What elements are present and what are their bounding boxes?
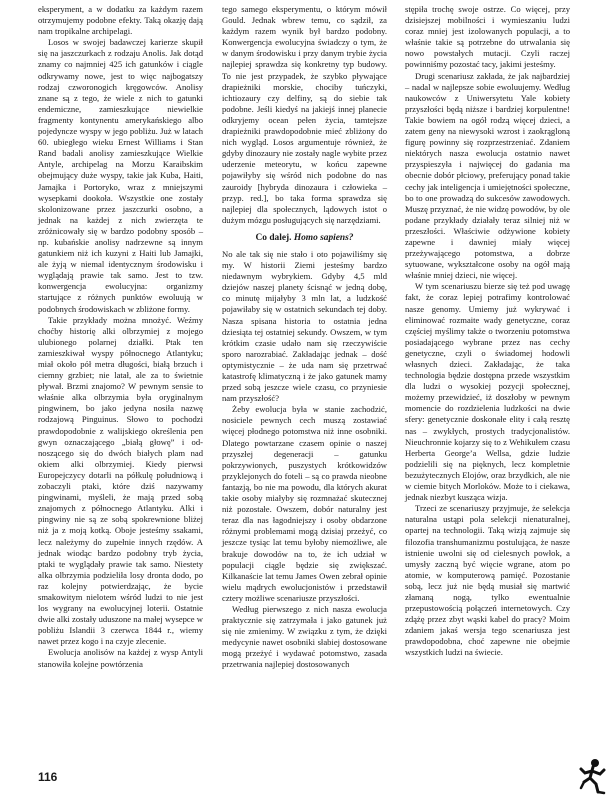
column-middle	[222, 4, 387, 671]
column-left	[38, 4, 203, 670]
paragraph: eksperyment, a w dodatku za każdym razem otrzymujemy podobne efekty. Taką okazję dają nam tropikalne archipelagi.	[38, 4, 203, 37]
paragraph: No ale tak się nie stało i oto pojawiliśmy się my. W historii Ziemi jesteśmy bardzo niedawnym wybrykiem. Gdyby 4,5 mld dziejów naszej planety ścisnąć w jedną dobę, co minutę mijałyby 3 mln lat, a ludzkość pojawiłaby się w ostatnich sekundach tej doby. Nasza spisana historia to ostatnia jedna dziesiąta tej ostatniej sekundy. Owszem, w tym krótkim czasie udało nam się rzeczywiście sporo narozrabiać. Zakładając jednak – dość optymistycznie – że uda nam się przetrwać katastrofę klimatyczną i że jako gatunek mamy przed sobą jeszcze wiele czasu, co przyniesie nam przyszłość?	[222, 248, 387, 404]
column-right	[405, 4, 570, 659]
page-number: 116	[38, 770, 58, 784]
paragraph: Drugi scenariusz zakłada, że jak najbardziej – nadal w najlepsze sobie ewoluujemy. Według naukowców z Uniwersytetu Yale kobiety przyszłości będą niższe i bardziej korpulentne! Takie bowiem na ogół rodzą więcej dzieci, a zatem geny na niewysoki wzrost i zaokrągloną figurę powinny się rozprzestrzeniać. Zdaniem niektórych nasza ewolucja ostatnio nawet przyspieszyła i najwięcej do gadania ma obecnie dobór płciowy, preferujący ponad takie cechy jak inteligencja i umiejętności społeczne, bo to one prowadzą do sukcesów zawodowych. Muszę przyznać, że nie widzę powodów, by ole podane przykłady działały teraz silniej niż w przeszłości. Właściwie odżywione kobiety zapewne i dawniej miały więcej przeżywającego potomstwa, a dobrze sytuowane, wykształcone osoby na ogół mają właśnie mniej dzieci, nie więcej.	[405, 70, 570, 281]
paragraph: Według pierwszego z nich nasza ewolucja praktycznie się zatrzymała i jako gatunek już się nie zmienimy. W związku z tym, że dzięki medycynie nawet osobniki słabiej dostosowane mogą przeżyć i wydawać potomstwo, zasada przetrwania najlepiej dostosowanych	[222, 603, 387, 670]
section-heading-text: Co dalej.	[255, 232, 292, 243]
paragraph: Takie przykłady można mnożyć. Weźmy choćby historię alki olbrzymiej z mojego ulubionego polarnej działki. Ptak ten zamieszkiwał wyspy północnego Atlantyku; miał około pół metra długości, białą brzuch i ciemny grzbiet; nie latał, ale za to świetnie pływał. Brzmi znajomo? W pewnym sensie to właśnie alka olbrzymia była oryginalnym pingwinem, bo jako jedyna nosiła nazwę rodzajową Pinguinus. Słowo to pochodzi prawdopodobnie z walijskiego określenia pen gwyn oznaczającego „białą głowę” i od-noszącego się do dwóch białych plam nad okiem alki olbrzymiej. Kiedy pierwsi Europejczycy dotarli na półkulę południową i zobaczyli ptaki, które dziś nazywamy pingwinami, myśleli, że mają przed sobą znajomych z północnego Atlantyku. Alki i pingwiny nie są ze sobą spokrewnione bliżej niż ja z moją kotką. Oboje jesteśmy ssakami, lecz należymy do zupełnie innych rzędów. A jednak wiodąc bardzo podobny tryb życia, ptaki te wyglądały prawie tak samo. Niestety alka olbrzymia podzieliła losy dronta dodo, po raz kolejny potwierdzając, że bycie smakowitym nielotem wśród ludzi to nie jest los wygrany na ewolucyjnej loterii. Ostatnie dwie alki zostały uduszone na małej wysepce w pobliżu Islandii 3 czerwca 1844 r., wiemy nawet przez kogo i na czyje zlecenie.	[38, 314, 203, 647]
paragraph: Ewolucja anolisów na każdej z wysp Antyli stanowiła kolejne powtórzenia	[38, 647, 203, 669]
running-figure-icon	[578, 758, 608, 796]
paragraph: Żeby ewolucja była w stanie zachodzić, nosiciele pewnych cech muszą zostawiać więcej płodnego potomstwa niż inne osobniki. Dlatego powtarzane czasem opinie o naszej przyszłej degeneracji – gatunku pokrzywionych, puszystych krótkowidzów przyklejonych do foteli – są co prawda nieobne fantazją, bo nie ma powodu, dla których akurat takie osoby miałyby się rozmnażać skutecznej niż pozostałe. Owszem, dobór naturalny jest teraz dla nas łagodniejszy i osoby obdarzone różnymi problemami mogą dzisiaj przeżyć, co jeszcze tysiąc lat temu byłoby niemożliwe, ale brakuje dowodów na to, że ich udział w populacji ciągle będzie się zwiększać. Kilkanaście lat temu James Owen zebrał opinie wielu mądrych ewolucjonistów i przedstawił cztery możliwe scenariusze przyszłości.	[222, 404, 387, 603]
paragraph: Losos w swojej badawczej karierze skupił się na jaszczurkach z rodzaju Anolis. Jak dotąd znamy co najmniej 425 ich gatunków i ciągle odkrywamy nowe, jest to więc najbogatszy rodzaj czworonogich kręgowców. Anolisy znane są z tego, że wiele z nich to gatunki endemiczne, zamieszkujące niewielkie fragmenty kontynentu amerykańskiego albo pojedyncze wyspy w jego pobliżu. Już w latach 60. ubiegłego wieku Ernest Williams i Stan Rand badali anolisy zamieszkujące Wielkie Antyle, archipelag na Morzu Karaibskim obejmujący duże wyspy, takie jak Kuba, Haiti, Jamajka i Portoryko, wraz z mniejszymi wysepkami dookoła. Wszystkie one zostały skolonizowane przez jaszczurki osobno, a jednak na każdej z nich zwierzęta te zróżnicowały się w bardzo podobny sposób – np. kubańskie anolisy nadrzewne są innym gatunkiem niż ich kuzyni z Haiti lub Jamajki, ale żyją w niemal identycznym środowisku i wyglądają prawie tak samo. Jest to tzw. konwergencja ewolucyjna: organizmy startujące z różnych punktów ewoluują w podobnych środowiskach w zbliżone formy.	[38, 37, 203, 314]
paragraph: tego samego eksperymentu, o którym mówił Gould. Jednak wbrew temu, co sądził, za każdym razem wynik był bardzo podobny. Konwergencja ewolucyjna świadczy o tym, że w danym środowisku i przy danym trybie życia najlepiej sprawdza się konkretny typ budowy. To nie jest przypadek, że szybko pływające drapieżniki morskie, chociby tuńczyki, ichtiozaury czy delfiny, są do siebie tak podobne. Jeśli kiedyś na jakiejś innej planecie odkryjemy ocean pełen życia, tamtejsze drapieżniki prawdopodobnie mieć zbliżony do nich wygląd. Losos argumentuje również, że gdyby dinozaury nie zostały nagle wybite przez uderzenie meteorytu, w końcu zapewne pojawiłyby się wśród nich podobne do nas zauroidy [hybryda dinozaura i człowieka – przyp. red.], bo taka forma sprawdza się najlepiej dla społecznych, lądowych istot o dużym mózgu posługujących się narzędziami.	[222, 4, 387, 225]
paragraph: Trzeci ze scenariuszy przyjmuje, że selekcja naturalna ustąpi pola selekcji nienaturalnej, opartej na technologii. Taką wizją zajmuje się filozofia transhumanizmu postulująca, że nasze istnienie uwolni się od cielesnych powłok, a umysły zaczną być więcie wgrane, atom po atomie, w komputerową pamięć. Pozostanie sobą, lecz już nie będą musiał się martwić złamaną nogą, tylko ewentualnie przepustowością połączeń internetowych. Czy zdążę przez zbyt wąski kabel do pracy? Moim zdaniem jakaś wersja tego scenariusza jest prawdopodobna, choć zapewne nie obejmie wszystkich ludzi na świecie.	[405, 503, 570, 658]
paragraph: stępiła trochę swoje ostrze. Co więcej, przy dzisiejszej mobilności i wymieszaniu ludzi coraz mniej jest izolowanych populacji, a to właśnie takie są potrzebne do utrwalania się nowo powstałych mutacji. Czyli raczej powinniśmy pozostać tacy, jakimi jesteśmy.	[405, 4, 570, 70]
paragraph: W tym scenariuszu bierze się też pod uwagę fakt, że coraz lepiej potrafimy kontrolować nasze genomy. Umiemy już wykrywać i eliminować rozmaite wady genetyczne, coraz częściej myślimy także o tworzeniu potomstwa posiadającego wybrane przez nas cechy genetyczne, czyli o świadomej hodowli własnych dzieci. Zakładając, że taka technologia będzie dostępna przede wszystkim dla ludzi o wysokiej pozycji społecznej, możemy przewidzieć, iż doszłoby w pewnym momencie do rozdzielenia ludzkości na dwie sfery: genetycznie doskonałe elity i całą resztę nas – zwykłych, prostych tradycjonalistów. Nieuchronnie kojarzy się to z Wehikułem czasu Herberta George’a Wellsa, gdzie ludzie podzielili się na pięknych, lecz kompletnie bezużytecznych Elojów, oraz brzydkich, ale nie w ciemie bitych Morloków. Może to i ciekawa, jednak niezbyt kusząca wizja.	[405, 281, 570, 503]
section-heading	[222, 233, 387, 244]
section-heading-italic: Homo sapiens?	[293, 232, 354, 243]
